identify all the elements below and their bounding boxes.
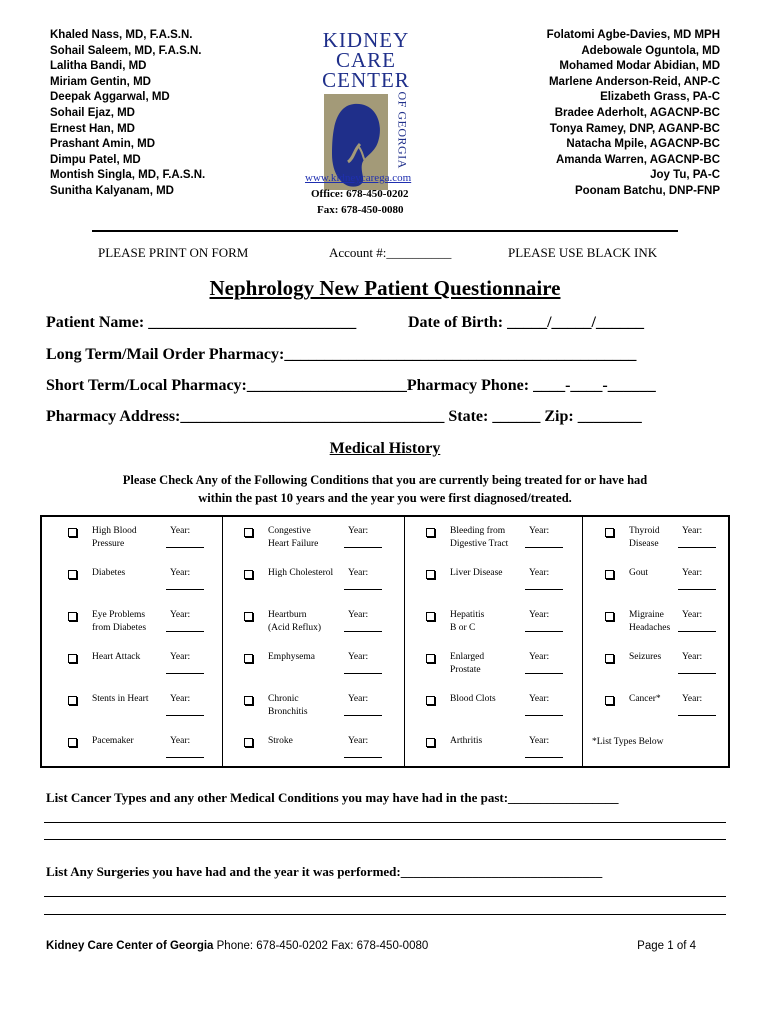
left-provider-list bbox=[50, 28, 205, 200]
date-of-birth-field[interactable]: Date of Birth: _____/_____/______ bbox=[408, 314, 644, 331]
patient-name-field[interactable]: Patient Name: __________________________ bbox=[46, 314, 357, 331]
year-field[interactable] bbox=[344, 715, 382, 716]
condition-label: Migraine Headaches bbox=[629, 610, 671, 633]
condition-checkbox[interactable] bbox=[605, 570, 614, 579]
year-field[interactable] bbox=[344, 547, 382, 548]
provider-name: Sohail Ejaz, MD bbox=[50, 106, 135, 119]
medical-history-instructions bbox=[40, 471, 730, 507]
condition-checkbox[interactable] bbox=[605, 612, 614, 621]
year-field[interactable] bbox=[678, 547, 716, 548]
condition-checkbox[interactable] bbox=[426, 696, 435, 705]
condition-checkbox[interactable] bbox=[426, 654, 435, 663]
year-label: Year: bbox=[682, 694, 703, 704]
logo-line-3: CENTER bbox=[322, 68, 410, 92]
provider-name: Joy Tu, PA-C bbox=[650, 169, 720, 182]
year-field[interactable] bbox=[525, 631, 563, 632]
year-field[interactable] bbox=[166, 631, 204, 632]
print-notice: PLEASE PRINT ON FORM bbox=[98, 245, 249, 260]
website-link[interactable]: www.kidneycarega.com bbox=[305, 172, 412, 184]
year-field[interactable] bbox=[525, 589, 563, 590]
year-field[interactable] bbox=[166, 673, 204, 674]
condition-checkbox[interactable] bbox=[426, 612, 435, 621]
condition-checkbox[interactable] bbox=[605, 696, 614, 705]
year-label: Year: bbox=[682, 526, 703, 536]
condition-checkbox[interactable] bbox=[68, 738, 77, 747]
condition-label: Cancer* bbox=[629, 694, 661, 704]
condition-label: Blood Clots bbox=[450, 694, 496, 704]
medical-history-heading: Medical History bbox=[329, 440, 441, 457]
year-label: Year: bbox=[529, 610, 550, 620]
condition-label: Congestive Heart Failure bbox=[268, 526, 319, 549]
provider-name: Tonya Ramey, DNP, AGANP-BC bbox=[549, 122, 720, 135]
condition-label: Diabetes bbox=[92, 568, 126, 578]
year-label: Year: bbox=[529, 526, 550, 536]
condition-checkbox[interactable] bbox=[605, 654, 614, 663]
year-field[interactable] bbox=[166, 715, 204, 716]
condition-checkbox[interactable] bbox=[244, 612, 253, 621]
provider-name: Lalitha Bandi, MD bbox=[50, 60, 147, 73]
year-label: Year: bbox=[682, 568, 703, 578]
condition-label: Thyroid Disease bbox=[629, 526, 660, 549]
year-field[interactable] bbox=[344, 589, 382, 590]
provider-name: Adebowale Oguntola, MD bbox=[581, 44, 720, 57]
year-label: Year: bbox=[529, 652, 550, 662]
condition-label: Stents in Heart bbox=[92, 694, 149, 704]
year-label: Year: bbox=[529, 568, 550, 578]
answer-line[interactable] bbox=[44, 822, 726, 823]
condition-label: High Blood Pressure bbox=[92, 526, 137, 549]
provider-name: Khaled Nass, MD, F.A.S.N. bbox=[50, 29, 193, 41]
condition-label: High Cholesterol bbox=[268, 568, 334, 578]
fax-number: Fax: 678-450-0080 bbox=[317, 204, 404, 216]
page-number: Page 1 of 4 bbox=[637, 940, 696, 952]
condition-label: Chronic Bronchitis bbox=[268, 694, 308, 717]
year-label: Year: bbox=[529, 736, 550, 746]
column-divider bbox=[582, 517, 583, 766]
provider-name: Natacha Mpile, AGACNP-BC bbox=[566, 138, 720, 151]
right-provider-list bbox=[547, 28, 720, 200]
condition-label: Eye Problems from Diabetes bbox=[92, 610, 147, 633]
provider-name: Folatomi Agbe-Davies, MD MPH bbox=[546, 29, 720, 41]
ink-notice: PLEASE USE BLACK INK bbox=[508, 245, 658, 260]
year-field[interactable] bbox=[678, 715, 716, 716]
answer-line[interactable] bbox=[44, 896, 726, 897]
provider-name: Sunitha Kalyanam, MD bbox=[50, 184, 174, 197]
year-label: Year: bbox=[170, 526, 191, 536]
footer-contact bbox=[46, 940, 428, 952]
year-label: Year: bbox=[348, 568, 369, 578]
condition-checkbox[interactable] bbox=[244, 570, 253, 579]
provider-name: Marlene Anderson-Reid, ANP-C bbox=[548, 75, 720, 88]
cancer-types-question[interactable]: List Cancer Types and any other Medical Conditions you may have had in the past:_________________ bbox=[46, 790, 619, 805]
year-field[interactable] bbox=[344, 757, 382, 758]
condition-checkbox[interactable] bbox=[426, 738, 435, 747]
logo-side-text: OF GEORGIA bbox=[395, 91, 410, 169]
condition-checkbox[interactable] bbox=[244, 528, 253, 537]
condition-checkbox[interactable] bbox=[68, 612, 77, 621]
provider-name: Poonam Batchu, DNP-FNP bbox=[574, 184, 720, 197]
year-label: Year: bbox=[529, 694, 550, 704]
provider-name: Ernest Han, MD bbox=[50, 122, 135, 135]
condition-checkbox[interactable] bbox=[605, 528, 614, 537]
clinic-logo bbox=[322, 28, 410, 169]
condition-label: Liver Disease bbox=[450, 568, 503, 578]
year-label: Year: bbox=[682, 610, 703, 620]
form-title: Nephrology New Patient Questionnaire bbox=[209, 276, 561, 300]
condition-label: Stroke bbox=[268, 736, 293, 746]
year-field[interactable] bbox=[678, 631, 716, 632]
condition-checkbox[interactable] bbox=[68, 528, 77, 537]
condition-label: Hepatitis B or C bbox=[450, 610, 485, 633]
condition-label: Enlarged Prostate bbox=[450, 652, 485, 675]
provider-name: Miriam Gentin, MD bbox=[50, 75, 151, 88]
provider-name: Elizabeth Grass, PA-C bbox=[600, 91, 720, 104]
condition-label: Emphysema bbox=[268, 652, 315, 662]
year-label: Year: bbox=[348, 694, 369, 704]
year-label: Year: bbox=[348, 736, 369, 746]
year-field[interactable] bbox=[166, 589, 204, 590]
footer-phone-fax: Phone: 678-450-0202 Fax: 678-450-0080 bbox=[213, 940, 429, 952]
year-field[interactable] bbox=[166, 547, 204, 548]
pharmacy-address-field[interactable]: Pharmacy Address:_________________________________ State: ______ Zip: ________ bbox=[46, 408, 642, 425]
year-field[interactable] bbox=[344, 631, 382, 632]
condition-checkbox[interactable] bbox=[244, 738, 253, 747]
condition-label: Pacemaker bbox=[92, 736, 134, 746]
condition-checkbox[interactable] bbox=[244, 654, 253, 663]
year-field[interactable] bbox=[525, 715, 563, 716]
provider-name: Deepak Aggarwal, MD bbox=[50, 91, 170, 104]
logo-line-2: CARE bbox=[335, 48, 396, 72]
condition-checkbox[interactable] bbox=[68, 696, 77, 705]
condition-label: Heartburn (Acid Reflux) bbox=[268, 610, 322, 633]
footer-org: Kidney Care Center of Georgia bbox=[46, 940, 214, 952]
header-divider bbox=[92, 230, 678, 232]
year-field[interactable] bbox=[166, 757, 204, 758]
provider-name: Amanda Warren, AGACNP-BC bbox=[556, 153, 720, 166]
surgeries-question[interactable]: List Any Surgeries you have had and the year it was performed:_______________________________ bbox=[46, 864, 603, 879]
year-label: Year: bbox=[348, 610, 369, 620]
year-label: Year: bbox=[170, 694, 191, 704]
column-divider bbox=[222, 517, 223, 766]
condition-label: Gout bbox=[629, 568, 648, 578]
year-field[interactable] bbox=[525, 673, 563, 674]
cancer-note: *List Types Below bbox=[592, 737, 664, 747]
year-label: Year: bbox=[170, 736, 191, 746]
instruction-line-1: Please Check Any of the Following Conditions that you are currently being treated for or have had bbox=[122, 473, 648, 487]
condition-checkbox[interactable] bbox=[426, 528, 435, 537]
condition-checkbox[interactable] bbox=[244, 696, 253, 705]
answer-line[interactable] bbox=[44, 839, 726, 840]
account-number-field[interactable]: Account #:__________ bbox=[329, 245, 452, 260]
year-label: Year: bbox=[170, 610, 191, 620]
office-phone: Office: 678-450-0202 bbox=[311, 188, 409, 200]
year-label: Year: bbox=[170, 568, 191, 578]
year-label: Year: bbox=[348, 526, 369, 536]
condition-label: Arthritis bbox=[450, 736, 483, 746]
year-field[interactable] bbox=[678, 589, 716, 590]
year-label: Year: bbox=[682, 652, 703, 662]
provider-name: Dimpu Patel, MD bbox=[50, 153, 141, 166]
column-divider bbox=[404, 517, 405, 766]
instruction-line-2: within the past 10 years and the year you were first diagnosed/treated. bbox=[198, 491, 572, 505]
condition-checkbox[interactable] bbox=[68, 570, 77, 579]
logo-line-1: KIDNEY bbox=[322, 28, 410, 52]
short-term-pharmacy-field[interactable]: Short Term/Local Pharmacy:____________________Pharmacy Phone: ____-____-______ bbox=[46, 377, 656, 394]
year-field[interactable] bbox=[344, 673, 382, 674]
condition-label: Bleeding from Digestive Tract bbox=[450, 526, 509, 549]
provider-name: Sohail Saleem, MD, F.A.S.N. bbox=[50, 44, 202, 57]
year-field[interactable] bbox=[525, 547, 563, 548]
year-field[interactable] bbox=[678, 673, 716, 674]
long-term-pharmacy-field[interactable]: Long Term/Mail Order Pharmacy:____________________________________________ bbox=[46, 346, 637, 363]
year-label: Year: bbox=[170, 652, 191, 662]
condition-label: Seizures bbox=[629, 652, 662, 662]
provider-name: Bradee Aderholt, AGACNP-BC bbox=[554, 106, 720, 119]
provider-name: Montish Singla, MD, F.A.S.N. bbox=[50, 169, 206, 182]
provider-name: Mohamed Modar Abidian, MD bbox=[559, 60, 720, 73]
conditions-table bbox=[40, 515, 730, 768]
year-label: Year: bbox=[348, 652, 369, 662]
year-field[interactable] bbox=[525, 757, 563, 758]
answer-line[interactable] bbox=[44, 914, 726, 915]
condition-checkbox[interactable] bbox=[68, 654, 77, 663]
condition-checkbox[interactable] bbox=[426, 570, 435, 579]
provider-name: Prashant Amin, MD bbox=[50, 138, 156, 151]
condition-label: Heart Attack bbox=[92, 652, 141, 662]
